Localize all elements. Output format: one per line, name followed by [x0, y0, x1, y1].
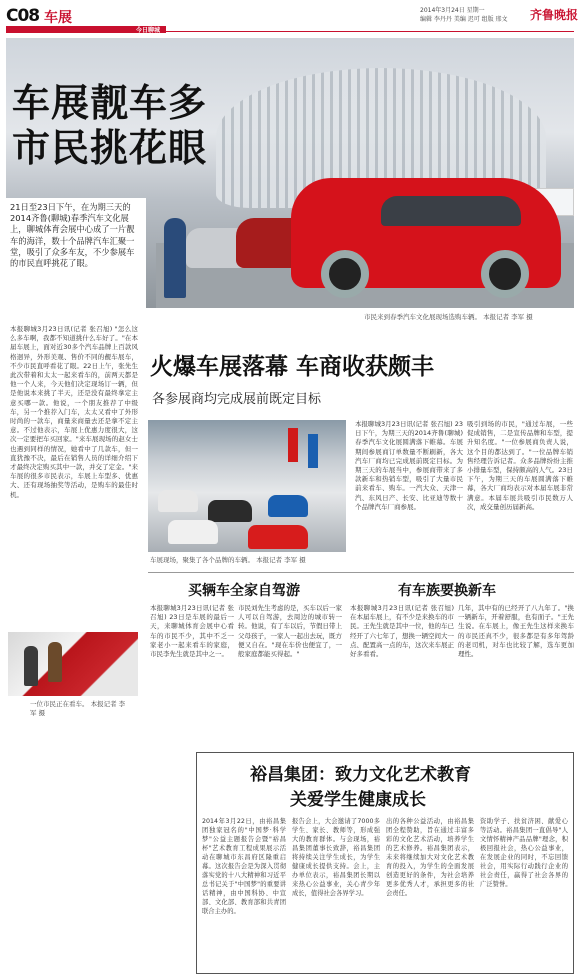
red-car: [291, 178, 561, 288]
advert-subtitle: 关爱学生健康成长: [290, 790, 426, 810]
advert-body-1: 2014年3月22日，由裕昌集团独家冠名的"中国梦·科学梦"公益主题报告会暨"裕昌杯"艺术教育工程成果展示活动在聊城市东昌府区隆重启幕。这次报告会是为深入贯彻落实党的十八大精神和习近平总书记关于"中国梦"的重要讲话精神，由中国科协、中宣部、文化部、教育部和共青团联合主办的。: [202, 818, 286, 915]
lead-headline: [12, 80, 207, 170]
sub-left-body-b: 市民刘先生考虑的是，买车以后一家人可以自驾游，去周边的城市转一转。他说，有了车以后，节假日带上父母孩子，一家人一起出去玩，既方便又自在。"现在车价也便宜了，一般家庭都能买得起。": [238, 604, 342, 659]
lead-headline-line1: 车展靓车多: [12, 80, 208, 125]
lead-photo-caption: 市民来到春季汽车文化展现场选购车辆。 本报记者 李军 摄: [364, 313, 533, 321]
sub-headline-right: 有车族要换新车: [398, 583, 496, 599]
small-photo: [8, 632, 138, 696]
sub-headline-left: 买辆车全家自驾游: [188, 583, 300, 599]
sub-right-body-b: 几年，其中有的已经开了八九年了。"换一辆新车，开着舒服，也有面子。"王先生说。在车展上，像王先生这样来换车的市民还真不少，很多都是有多年驾龄的老司机，对车也比较了解，选车更加理性。: [458, 604, 574, 659]
showroom-photo: [148, 420, 346, 552]
section-bar: [6, 26, 166, 33]
section-title: 车展: [44, 10, 72, 26]
sub-left-body-a: 本报聊城3月23日讯(记者 张召旭) 23日是车展的最后一天，来聊城体育会展中心看车的市民不少，其中不乏一家老小一起来看车的家庭，市民李先生就是其中之一。: [150, 604, 234, 659]
second-headline: 火爆车展落幕 车商收获颇丰: [150, 353, 435, 380]
sub-right-body-a: 本报聊城3月23日讯(记者 张召旭) 在本届车展上，有不少是来换车的市民。王先生就是其中一位，他的车已经开了六七年了，想换一辆空间大一点、配置高一点的车，这次来车展正好多看看。: [350, 604, 454, 659]
advert-body-2: 报告会上，大会邀请了7000多学生、家长、教师等，形成强大的教育群体。与会现场，裕昌集团董事长致辞，裕昌集团将持续关注学生成长，为学生健康成长提供支持。会上，主办单位表示，裕昌集团长期以来热心公益事业，关心青少年成长，值得社会各界学习。: [292, 818, 380, 897]
lead-headline-line2: 市民挑花眼: [12, 125, 208, 170]
second-body-b: 吸引到场的市民，"通过车展，一些促成销售，二是宣传品牌和车型，提升知名度。"一位参展商负责人说，这个目的都达到了。"一位品牌车销售经理告诉记者。众多品牌纷纷主推小排量车型，保持颇高的人气。23日下午，为期三天的车展圆满落下帷幕，各大厂商均表示对本届车展非常满意。本届车展共吸引市民数万人次，成交量创历届新高。: [467, 420, 573, 511]
second-subhead: 各参展商均完成展前既定目标: [152, 392, 322, 407]
editors-line: 编辑 李丹丹 美编 迟可 组版 邢文: [420, 16, 508, 23]
advert-body-3: 出的各种公益活动，由裕昌集团全程赞助，旨在通过丰富多彩的文化艺术活动，培养学生的艺术修养。裕昌集团表示，未来将继续加大对文化艺术教育的投入，为学生的全面发展创造更好的条件，为社会培养更多优秀人才，承担更多的社会责任。: [386, 818, 474, 897]
header-rule: [166, 31, 574, 32]
subsection-label: 今日聊城: [135, 27, 160, 34]
second-body-a: 本报聊城3月23日讯(记者 张召旭) 23日下午，为期三天的2014齐鲁(聊城)春季汽车文化展圆满落下帷幕。车展期间参展商订单数量不断刷新，各大汽车厂商均已完成展前既定目标。为期三天的车展当中，参展商带来了多款新车和热销车型，吸引了大量市民前来看车、购车。一汽大众、天津一汽、东风日产、长安、比亚迪等数十个品牌汽车厂商参展。: [355, 420, 463, 511]
advert-title: 裕昌集团：致力文化艺术教育: [250, 765, 471, 785]
showroom-photo-caption: 车展现场，聚集了各个品牌的车辆。 本报记者 李军 摄: [150, 556, 306, 564]
lead-intro: 21日至23日下午，在为期三天的2014齐鲁(聊城)春季汽车文化展上，聊城体育会展中心成了一片靓车的海洋，数十个品牌汽车汇聚一堂，吸引了众多车友，不少参展车的市民直呼挑花了眼。: [10, 202, 135, 269]
lead-body-text: 本报聊城3月23日讯(记者 张召旭) "怎么这么多车啊，我都不知道挑什么车好了。"在本届车展上，面对近30多个汽车品牌上百款风格迥异，外形美观、售价不同的靓车展车，不少市民直呼看花了眼。22日上午，张先生此次带着和太太一起来看车的，前两天都是他一个人来，今天他们决定现场订一辆，但是他说本来挑了半天，还是没有最终拿定主意买哪一款。他说，一个朋友推荐了中级车，另一个推荐入门车，太太又看中了外形时尚的一款车，商量来商量去还是拿不定主意。不过他表示，车展上优惠力度很大，这次一定要把车买回家。"来车展现场的赵女士也遇到同样的情况，她看中了几款车，但一直犹豫不决，最后在销售人员的详细介绍下才最终决定购买其中一款，并交了定金。"来车展的很多市民表示，车展上车型多、优惠大、还有现场抽奖等活动，是购车的最佳时机。: [10, 325, 138, 499]
small-photo-caption: 一位市民正在看车。 本报记者 李军 摄: [30, 700, 126, 717]
page-number: C08: [6, 6, 40, 26]
advert-body-4: 资助学子、扶贫济困、献爱心等活动。裕昌集团一直倡导"人文情怀精神产品品牌"理念，积极回报社会，热心公益事业，在发展企业的同时，不忘回馈社会，用实际行动践行企业的社会责任，赢得了社会各界的广泛赞誉。: [480, 818, 568, 888]
section-divider: [148, 572, 574, 573]
newspaper-logo: 齐鲁晚报: [530, 8, 579, 22]
person: [164, 218, 186, 298]
date-line: 2014年3月24日 星期一: [420, 7, 485, 14]
